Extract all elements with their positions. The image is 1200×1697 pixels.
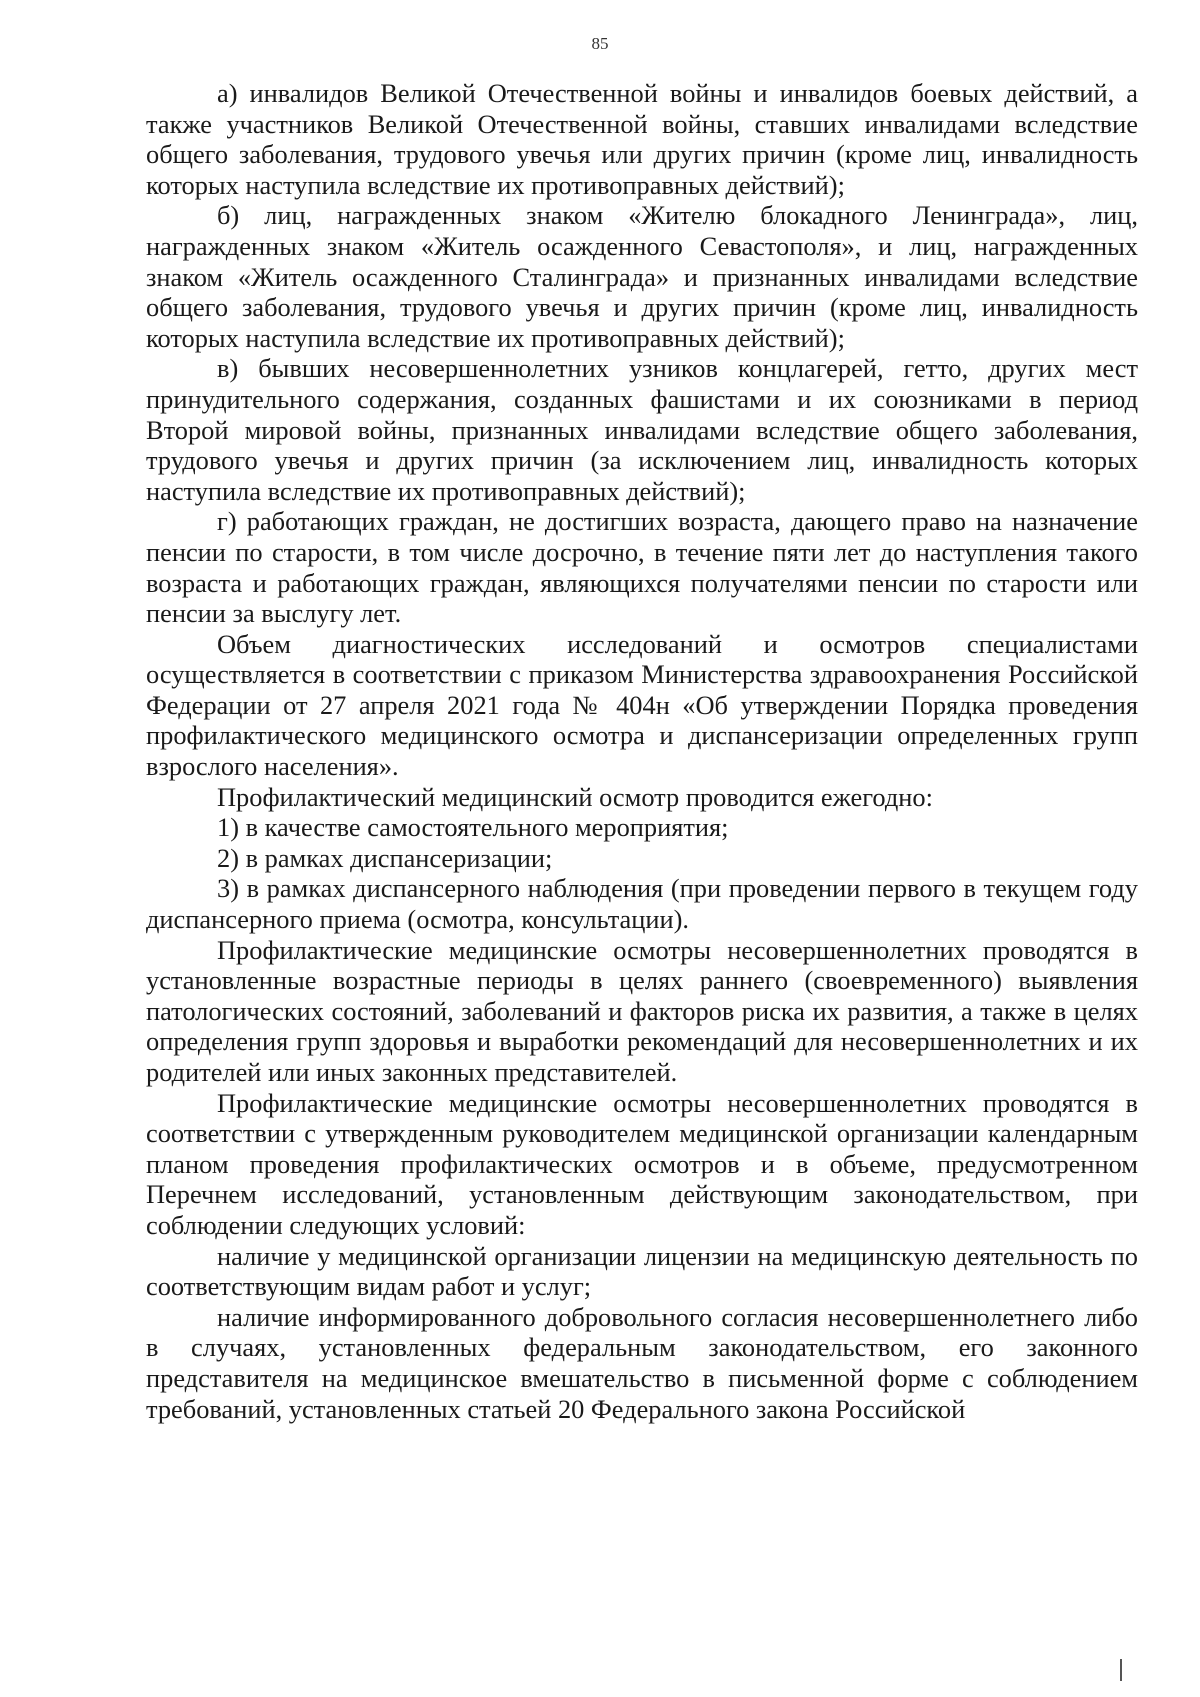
page-number: 85	[591, 34, 609, 53]
document-body	[146, 78, 1138, 1424]
list-item-1: 1) в качестве самостоятельного мероприятия;	[217, 812, 729, 843]
paragraph-condition-license: наличие у медицинской организации лицензии на медицинскую деятельность по соответствующим видам работ и услуг;	[146, 1240, 1138, 1302]
paragraph-annual-exam: Профилактический медицинский осмотр проводится ежегодно:	[217, 781, 933, 812]
paragraph-minors-periods: Профилактические медицинские осмотры несовершеннолетних проводятся в установленные возрастные периоды в целях раннего (своевременного) выявления патологических состояний, заболеваний и факторов риска их развития, а также в целях определения групп здоровья и выработки рекомендаций для несовершеннолетних и их родителей или иных законных представителей.	[146, 934, 1138, 1087]
paragraph-item-v: в) бывших несовершеннолетних узников концлагерей, гетто, других мест принудительного содержания, созданных фашистами и их союзниками в период Второй мировой войны, признанных инвалидами вследствие общего заболевания, трудового увечья и других причин (за исключением лиц, инвалидность которых наступила вследствие их противоправных действий);	[146, 353, 1138, 506]
paragraph-exam-scope: Объем диагностических исследований и осмотров специалистами осуществляется в соответствии с приказом Министерства здравоохранения Российской Федерации от 27 апреля 2021 года № 404н «Об утверждении Порядка проведения профилактического медицинского осмотра и диспансеризации определенных групп взрослого населения».	[146, 628, 1138, 782]
paragraph-condition-consent: наличие информированного добровольного согласия несовершеннолетнего либо в случаях, установленных федеральным законодательством, его законного представителя на медицинское вмешательство в письменной форме с соблюдением требований, установленных статьей 20 Федерального закона Российской	[146, 1301, 1138, 1424]
paragraph-item-g: г) работающих граждан, не достигших возраста, дающего право на назначение пенсии по старости, в том числе досрочно, в течение пяти лет до наступления такого возраста и работающих граждан, являющихся получателями пенсии по старости или пенсии за выслугу лет.	[146, 506, 1138, 629]
list-item-2: 2) в рамках диспансеризации;	[217, 842, 553, 873]
paragraph-item-b: б) лиц, награжденных знаком «Жителю блокадного Ленинграда», лиц, награжденных знаком «Житель осажденного Севастополя», и лиц, награжденных знаком «Житель осажденного Сталинграда» и признанных инвалидами вследствие общего заболевания, трудового увечья и других причин (кроме лиц, инвалидность которых наступила вследствие их противоправных действий);	[146, 200, 1138, 353]
paragraph-minors-plan: Профилактические медицинские осмотры несовершеннолетних проводятся в соответствии с утвержденным руководителем медицинской организации календарным планом проведения профилактических осмотров и в объеме, предусмотренном Перечнем исследований, установленным действующим законодательством, при соблюдении следующих условий:	[146, 1087, 1138, 1240]
scan-artifact-mark	[1120, 1659, 1122, 1681]
list-item-3: 3) в рамках диспансерного наблюдения (при проведении первого в текущем году диспансерного приема (осмотра, консультации).	[146, 873, 1138, 935]
paragraph-item-a: а) инвалидов Великой Отечественной войны и инвалидов боевых действий, а также участников Великой Отечественной войны, ставших инвалидами вследствие общего заболевания, трудового увечья или других причин (кроме лиц, инвалидность которых наступила вследствие их противоправных действий);	[146, 78, 1138, 200]
